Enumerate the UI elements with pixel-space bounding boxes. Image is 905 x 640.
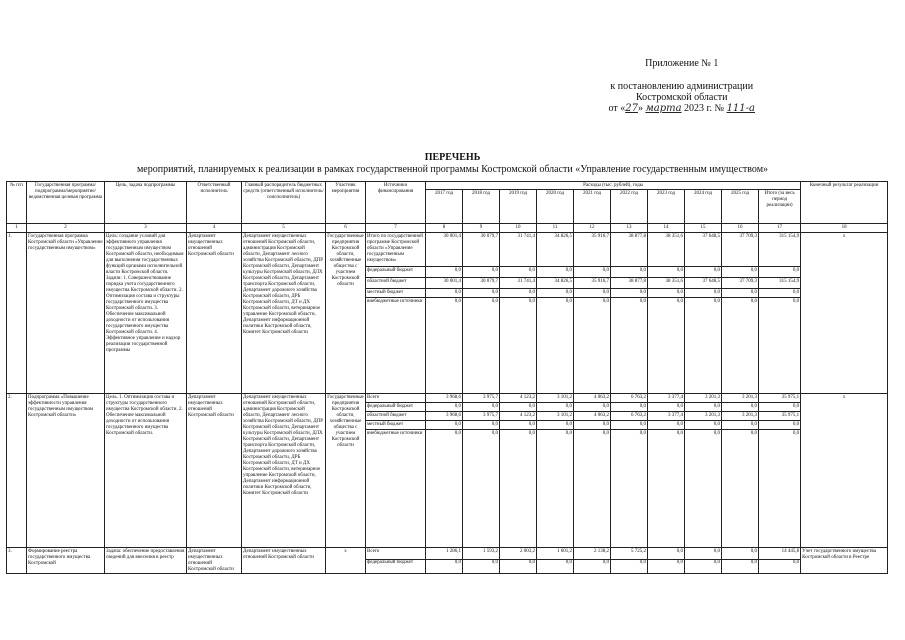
row-fin-value: 3 975,7 [463, 412, 500, 421]
row-fin-value: 0,0 [722, 430, 759, 548]
row-fin-value: 3 101,2 [537, 412, 574, 421]
header-source: Источники финансирования [366, 182, 426, 224]
row-fin-value: 6 763,2 [611, 412, 648, 421]
row-fin-value: 0,0 [648, 298, 685, 394]
row-fin-value: 3 377,4 [648, 412, 685, 421]
row-fin-value: 0,0 [648, 421, 685, 430]
row-fin-value: 0,0 [574, 289, 611, 298]
row-fin-value: 30 079,7 [463, 278, 500, 289]
date-prefix: от « [608, 103, 626, 114]
row-fin-value: 0,0 [685, 267, 722, 278]
row-fin-value: 0,0 [463, 403, 500, 412]
column-number-cell: 18 [801, 224, 888, 233]
row-fin-value: 38 877,8 [611, 278, 648, 289]
column-number-cell: 4 [187, 224, 242, 233]
row-fin-value: 0,0 [759, 289, 801, 298]
row-fin-value: 0,0 [611, 430, 648, 548]
row-fin-value: 315 154,9 [759, 278, 801, 289]
row-fin-value: 3 201,3 [722, 412, 759, 421]
row-fin-value: 3 968,6 [426, 394, 463, 403]
row-fin-value: 0,0 [759, 298, 801, 394]
row-fin-value: 0,0 [426, 289, 463, 298]
row-result: x [801, 233, 888, 394]
handwritten-day: 27 [625, 103, 638, 114]
row-number: 2. [7, 394, 27, 548]
row-fin-value: 0,0 [611, 421, 648, 430]
row-fin-value: 0,0 [722, 298, 759, 394]
row-fin-source: федеральный бюджет [366, 559, 426, 573]
row-fin-value: 2 138,2 [574, 548, 611, 560]
header-year-2024: 2024 год [685, 190, 722, 224]
row-admin: Департамент имущественных отношений Костромской области, администрация Костромской области, Департамент лесного хозяйства Костромской области, ДПР Костромской области, Департамент культуры Костромской области, ДЛХ Костромской области, Департамент транспорта Костромской области, Департамент дорожного хозяйства Костромской области, ДРБ Костромской области, ДТ и ДХ Костромской области, ветеринарное управление Костромской области, Департамент информационной политики Костромской области, Комитет Костромской области [242, 233, 326, 394]
row-fin-value: 35 916,7 [574, 233, 611, 267]
row-number: 3. [7, 548, 27, 574]
row-fin-value: 5 725,2 [611, 548, 648, 560]
column-number-cell: 17 [759, 224, 801, 233]
row-fin-value: 0,0 [574, 267, 611, 278]
row-fin-value: 38 877,8 [611, 233, 648, 267]
row-fin-value: 0,0 [611, 267, 648, 278]
row-fin-value: 0,0 [722, 403, 759, 412]
column-number-cell: 7 [366, 224, 426, 233]
header-expenses: Расходы (тыс. рублей), годы [426, 182, 801, 190]
column-number-cell: 13 [611, 224, 648, 233]
date-year: 2023 г. № [684, 103, 725, 114]
header-year-2017: 2017 год [426, 190, 463, 224]
row-fin-source: федеральный бюджет [366, 267, 426, 278]
row-fin-value: 30 079,7 [463, 233, 500, 267]
appendix-block [608, 58, 755, 114]
row-fin-value: 0,0 [759, 421, 801, 430]
measures-table [6, 181, 888, 574]
header-admin: Главный распорядитель бюджетных средств (ответственный исполнитель/соисполнитель) [242, 182, 326, 224]
column-number-row [7, 224, 888, 233]
row-goal: Цель. 1. Оптимизация состава и структуры государственного имущества Костромской области. 2. Обеспечение максимальной доходности от использования государственного имущества Костромской области. [105, 394, 187, 548]
document-title [0, 152, 905, 176]
header-responsible: Ответственный исполнитель [187, 182, 242, 224]
row-fin-value: 0,0 [722, 289, 759, 298]
row-fin-value: 37 709,3 [722, 278, 759, 289]
title-heading: ПЕРЕЧЕНЬ [424, 152, 481, 163]
row-admin: Департамент имущественных отношений Костромской области [242, 548, 326, 574]
row-fin-value: 0,0 [685, 289, 722, 298]
row-goal: Цель: создание условий для эффективного управления государственным имуществом Костромской области, необходимым для выполнения государственных функций органами исполнительной власти Костромской области. Задачи: 1. Совершенствование порядка учета государственного имущества Костромской области. 2. Оптимизация состава и структуры государственного имущества Костромской области. 3. Обеспечение максимальной доходности от использования государственного имущества Костромской области. 4. Эффективное управление и надзор реализации государственной программы [105, 233, 187, 394]
row-participant: Государственные предприятия Костромской области, хозяйственные общества с участием Костромской области [326, 394, 366, 548]
table-row [7, 548, 888, 560]
row-fin-value: 0,0 [685, 403, 722, 412]
row-fin-value: 3 968,6 [426, 412, 463, 421]
column-number-cell: 3 [105, 224, 187, 233]
row-fin-value: 0,0 [574, 298, 611, 394]
row-fin-source: Итого по государственной программе Костромской области «Управление государственным имуществом» [366, 233, 426, 267]
row-fin-value: 0,0 [426, 267, 463, 278]
row-fin-value: 0,0 [500, 298, 537, 394]
row-fin-value: 37 709,3 [722, 233, 759, 267]
row-fin-value: 0,0 [574, 559, 611, 573]
row-fin-value: 0,0 [722, 548, 759, 560]
column-number-cell: 14 [648, 224, 685, 233]
row-fin-source: областной бюджет [366, 278, 426, 289]
row-fin-source: областной бюджет [366, 412, 426, 421]
column-number-cell: 11 [537, 224, 574, 233]
row-fin-source: внебюджетные источники [366, 430, 426, 548]
row-fin-value: 0,0 [685, 559, 722, 573]
column-number-cell: 12 [574, 224, 611, 233]
row-fin-value: 0,0 [722, 559, 759, 573]
date-quote-close: » [637, 103, 643, 114]
row-fin-value: 0,0 [759, 559, 801, 573]
row-fin-value: 3 201,3 [685, 412, 722, 421]
row-fin-value: 0,0 [426, 403, 463, 412]
table-row [7, 233, 888, 267]
row-fin-value: 0,0 [537, 430, 574, 548]
row-fin-value: 0,0 [426, 430, 463, 548]
row-fin-value: 0,0 [759, 403, 801, 412]
header-year-2020: 2020 год [537, 190, 574, 224]
row-result: x [801, 394, 888, 548]
column-number-cell: 9 [463, 224, 500, 233]
row-responsible: Департамент имущественных отношений Костромской области [187, 233, 242, 394]
row-fin-value: 35 975,1 [759, 412, 801, 421]
row-name: Формирование реестра государственного имущества Костромской [27, 548, 105, 574]
row-fin-value: 4 123,2 [500, 394, 537, 403]
handwritten-doc-number: 111-а [726, 103, 755, 114]
row-fin-value: 0,0 [500, 559, 537, 573]
column-number-cell: 6 [326, 224, 366, 233]
row-admin: Департамент имущественных отношений Костромской области, администрация Костромской области, Департамент лесного хозяйства Костромской области, ДПР Костромской области, Департамент культуры Костромской области, ДЛХ Костромской области, Департамент транспорта Костромской области, Департамент дорожного хозяйства Костромской области, ДРБ Костромской области, ДТ и ДХ Костромской области, ветеринарное управление Костромской области, Департамент информационной политики Костромской области, Комитет Костромской области [242, 394, 326, 548]
column-number-cell: 10 [500, 224, 537, 233]
row-fin-value: 0,0 [500, 289, 537, 298]
row-fin-value: 38 351,6 [648, 278, 685, 289]
row-fin-value: 38 351,6 [648, 233, 685, 267]
row-fin-value: 3 201,3 [685, 394, 722, 403]
row-fin-value: 0,0 [759, 430, 801, 548]
row-fin-value: 0,0 [463, 430, 500, 548]
row-fin-value: 0,0 [537, 403, 574, 412]
header-total: Итого (за весь период реализации) [759, 190, 801, 224]
row-fin-value: 30 001,4 [426, 278, 463, 289]
header-year-2021: 2021 год [574, 190, 611, 224]
row-fin-value: 0,0 [685, 430, 722, 548]
row-fin-value: 0,0 [648, 559, 685, 573]
header-row-1 [7, 182, 888, 190]
header-name: Государственная программа/подпрограмма/мероприятие/ведомственная целевая программа [27, 182, 105, 224]
row-fin-value: 14 445,8 [759, 548, 801, 560]
column-number-cell: 8 [426, 224, 463, 233]
row-fin-value: 0,0 [500, 267, 537, 278]
row-fin-value: 34 826,5 [537, 278, 574, 289]
row-fin-value: 3 377,4 [648, 394, 685, 403]
row-fin-source: Всего [366, 394, 426, 403]
handwritten-month: марта [645, 103, 682, 114]
row-fin-value: 0,0 [685, 548, 722, 560]
row-fin-value: 0,0 [722, 267, 759, 278]
row-responsible: Департамент имущественных отношений Костромской области [187, 548, 242, 574]
header-num: № п/п [7, 182, 27, 224]
row-fin-value: 315 154,9 [759, 233, 801, 267]
row-goal: Задача: обеспечение предоставления сведений для внесения в реестр [105, 548, 187, 574]
appendix-line-1: к постановлению администрации [610, 81, 754, 92]
header-goal: Цель, задача подпрограммы [105, 182, 187, 224]
row-fin-source: Всего [366, 548, 426, 560]
row-fin-value: 0,0 [611, 298, 648, 394]
row-fin-value: 35 975,1 [759, 394, 801, 403]
column-number-cell: 2 [27, 224, 105, 233]
row-fin-value: 37 648,5 [685, 278, 722, 289]
row-fin-value: 0,0 [537, 267, 574, 278]
row-fin-value: 0,0 [500, 403, 537, 412]
row-fin-value: 1 593,2 [463, 548, 500, 560]
row-fin-value: 1 601,2 [537, 548, 574, 560]
appendix-line-2: Костромской области [635, 92, 728, 103]
column-number-cell: 1 [7, 224, 27, 233]
row-fin-value: 0,0 [537, 559, 574, 573]
row-fin-value: 0,0 [722, 421, 759, 430]
row-fin-value: 0,0 [537, 289, 574, 298]
appendix-date-line [608, 103, 755, 114]
row-fin-value: 3 201,3 [722, 394, 759, 403]
row-fin-value: 0,0 [426, 421, 463, 430]
row-fin-source: федеральный бюджет [366, 403, 426, 412]
header-year-2018: 2018 год [463, 190, 500, 224]
header-result: Конечный результат реализации [801, 182, 888, 224]
row-fin-value: 6 763,2 [611, 394, 648, 403]
header-year-2022: 2022 год [611, 190, 648, 224]
row-fin-value: 37 648,5 [685, 233, 722, 267]
row-fin-value: 31 741,4 [500, 278, 537, 289]
row-fin-value: 35 916,7 [574, 278, 611, 289]
row-fin-source: внебюджетные источники [366, 298, 426, 394]
row-fin-value: 4 123,2 [500, 412, 537, 421]
row-fin-value: 4 063,2 [574, 412, 611, 421]
row-responsible: Департамент имущественных отношений Костромской области [187, 394, 242, 548]
row-fin-value: 0,0 [574, 421, 611, 430]
header-year-2025: 2025 год [722, 190, 759, 224]
row-fin-value: 4 063,2 [574, 394, 611, 403]
appendix-number: Приложение № 1 [645, 58, 719, 69]
row-fin-value: 0,0 [648, 403, 685, 412]
row-fin-source: местный бюджет [366, 421, 426, 430]
header-year-2023: 2023 год [648, 190, 685, 224]
row-fin-value: 0,0 [574, 403, 611, 412]
row-fin-value: 0,0 [685, 421, 722, 430]
row-fin-value: 0,0 [463, 289, 500, 298]
row-fin-value: 3 101,2 [537, 394, 574, 403]
row-fin-value: 0,0 [574, 430, 611, 548]
row-number: 1. [7, 233, 27, 394]
row-fin-value: 3 975,7 [463, 394, 500, 403]
row-fin-value: 0,0 [648, 430, 685, 548]
row-fin-value: 30 001,4 [426, 233, 463, 267]
row-fin-value: 0,0 [500, 421, 537, 430]
row-fin-value: 1 286,1 [426, 548, 463, 560]
row-fin-value: 34 826,5 [537, 233, 574, 267]
header-year-2019: 2019 год [500, 190, 537, 224]
row-fin-value: 0,0 [648, 548, 685, 560]
row-fin-value: 0,0 [463, 559, 500, 573]
column-number-cell: 15 [685, 224, 722, 233]
row-fin-value: 0,0 [426, 298, 463, 394]
row-fin-value: 0,0 [685, 298, 722, 394]
row-fin-value: 0,0 [463, 421, 500, 430]
column-number-cell: 5 [242, 224, 326, 233]
row-fin-value: 0,0 [648, 267, 685, 278]
row-fin-value: 31 741,4 [500, 233, 537, 267]
row-participant: Государственные предприятия Костромской области, хозяйственные общества с участием Костромской области [326, 233, 366, 394]
header-participant: Участник мероприятия [326, 182, 366, 224]
row-participant: x [326, 548, 366, 574]
row-fin-value: 0,0 [463, 267, 500, 278]
row-name: Государственная программа Костромской области «Управление государственным имуществом» [27, 233, 105, 394]
row-fin-value: 0,0 [611, 289, 648, 298]
row-result: Учет государственного имущества Костромской области в Реестре [801, 548, 888, 574]
row-fin-value: 0,0 [611, 403, 648, 412]
row-name: Подпрограмма «Повышение эффективности управления государственным имуществом Костромской области» [27, 394, 105, 548]
table-row [7, 394, 888, 403]
row-fin-value: 0,0 [611, 559, 648, 573]
row-fin-value: 0,0 [537, 298, 574, 394]
row-fin-value: 0,0 [500, 430, 537, 548]
row-fin-source: местный бюджет [366, 289, 426, 298]
title-subheading: мероприятий, планируемых к реализации в рамках государственной программы Костромской области «Управление государственным имуществом» [136, 164, 769, 175]
row-fin-value: 0,0 [759, 267, 801, 278]
row-fin-value: 0,0 [463, 298, 500, 394]
row-fin-value: 0,0 [537, 421, 574, 430]
row-fin-value: 2 003,2 [500, 548, 537, 560]
row-fin-value: 0,0 [648, 289, 685, 298]
column-number-cell: 16 [722, 224, 759, 233]
row-fin-value: 0,0 [426, 559, 463, 573]
